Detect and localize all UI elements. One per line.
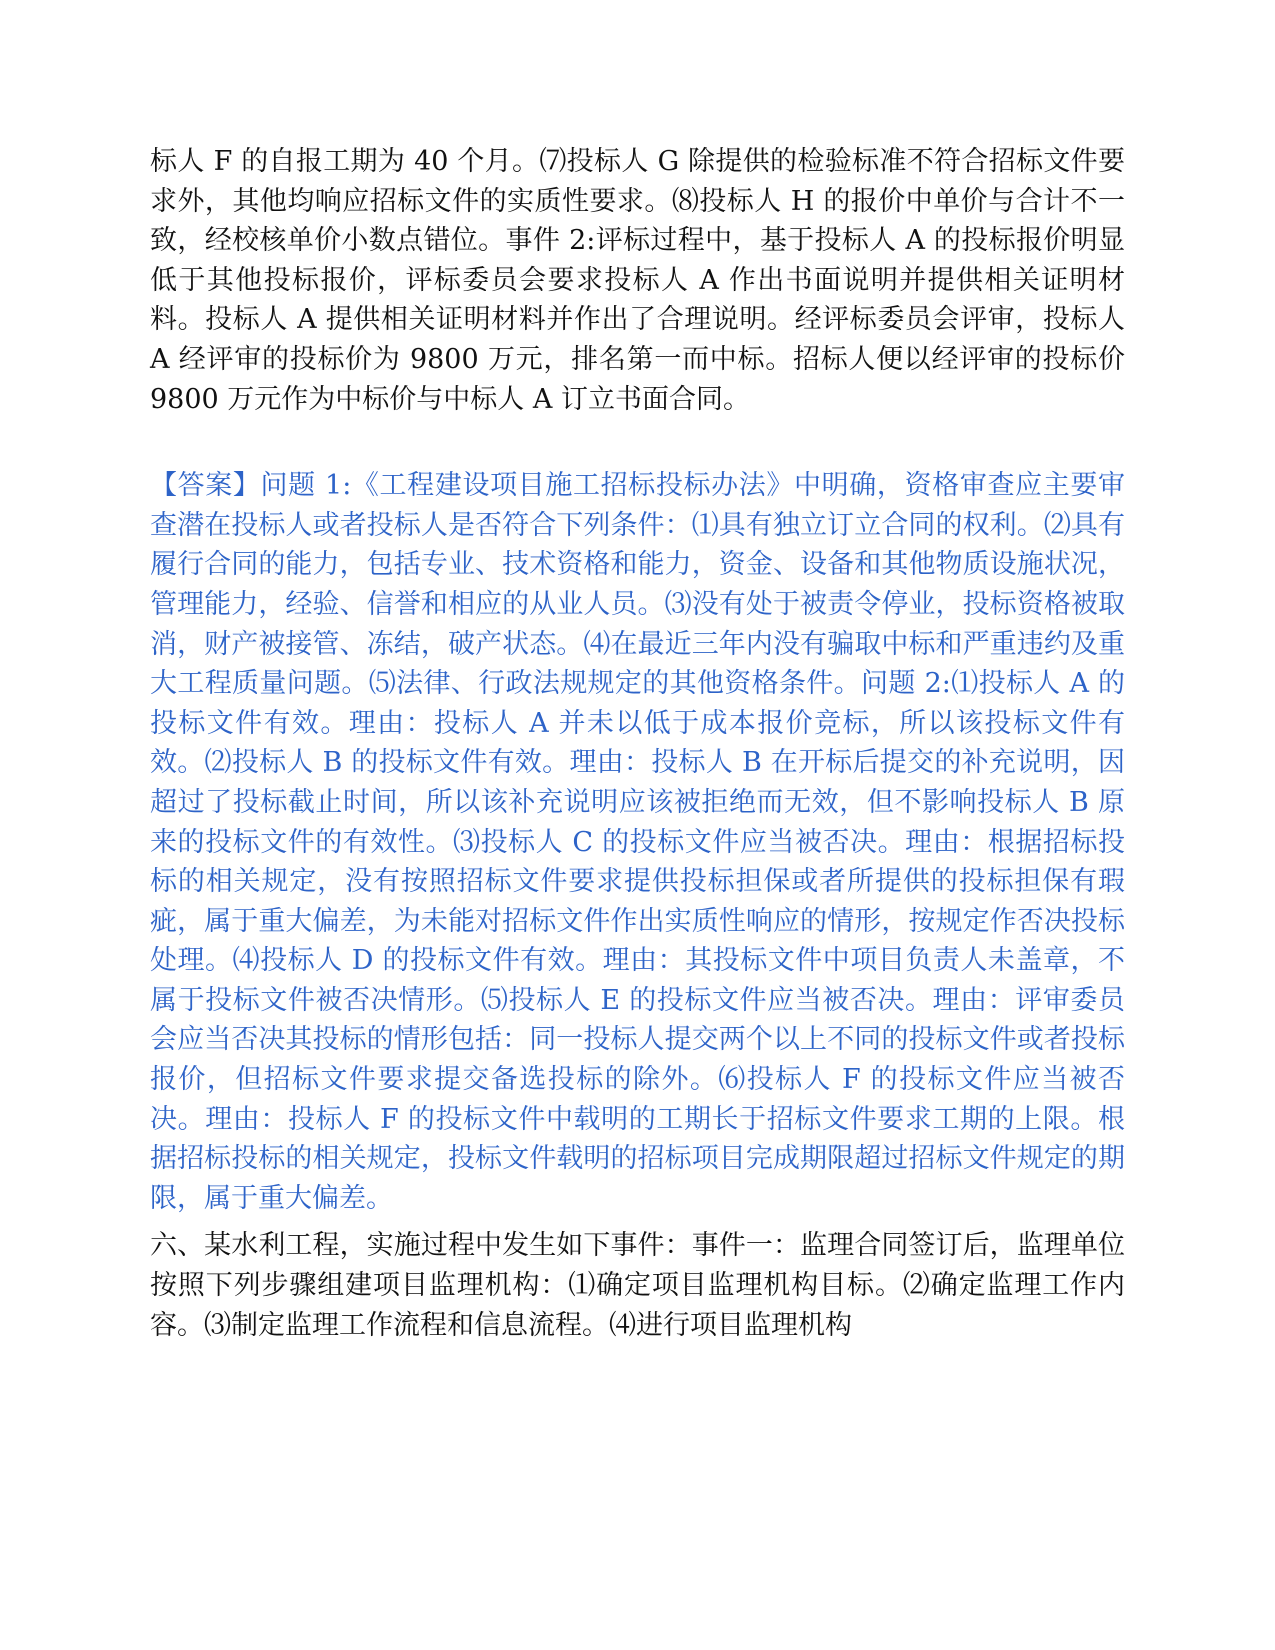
continuation-paragraph: 标人 F 的自报工期为 40 个月。⑺投标人 G 除提供的检验标准不符合招标文件要求外，其他均响应招标文件的实质性要求。⑻投标人 H 的报价中单价与合计不一致，经校核单价小数点错位。事件 2:评标过程中，基于投标人 A 的投标报价明显低于其他投标报价，评标委员会要求投标人 A 作出书面说明并提供相关证明材料。投标人 A 提供相关证明材料并作出了合理说明。经评标委员会评审，投标人 A 经评审的投标价为 9800 万元，排名第一而中标。招标人便以经评审的投标价 9800 万元作为中标价与中标人 A 订立书面合同。 — [150, 146, 1125, 415]
answer-paragraph: 【答案】问题 1:《工程建设项目施工招标投标办法》中明确，资格审查应主要审查潜在投标人或者投标人是否符合下列条件：⑴具有独立订立合同的权利。⑵具有履行合同的能力，包括专业、技术资格和能力，资金、设备和其他物质设施状况，管理能力，经验、信誉和相应的从业人员。⑶没有处于被责令停业，投标资格被取消，财产被接管、冻结，破产状态。⑷在最近三年内没有骗取中标和严重违约及重大工程质量问题。⑸法律、行政法规规定的其他资格条件。问题 2:⑴投标人 A 的投标文件有效。理由：投标人 A 并未以低于成本报价竞标，所以该投标文件有效。⑵投标人 B 的投标文件有效。理由：投标人 B 在开标后提交的补充说明，因超过了投标截止时间，所以该补充说明应该被拒绝而无效，但不影响投标人 B 原来的投标文件的有效性。⑶投标人 C 的投标文件应当被否决。理由：根据招标投标的相关规定，没有按照招标文件要求提供投标担保或者所提供的投标担保有瑕疵，属于重大偏差，为未能对招标文件作出实质性响应的情形，按规定作否决投标处理。⑷投标人 D 的投标文件有效。理由：其投标文件中项目负责人未盖章，不属于投标文件被否决情形。⑸投标人 E 的投标文件应当被否决。理由：评审委员会应当否决其投标的情形包括：同一投标人提交两个以上不同的投标文件或者投标报价，但招标文件要求提交备选投标的除外。⑹投标人 F 的投标文件应当被否决。理由：投标人 F 的投标文件中载明的工期长于招标文件要求工期的上限。根据招标投标的相关规定，投标文件载明的招标项目完成期限超过招标文件规定的期限，属于重大偏差。 — [150, 470, 1125, 1214]
section-six-paragraph: 六、某水利工程，实施过程中发生如下事件：事件一：监理合同签订后，监理单位按照下列步骤组建项目监理机构：⑴确定项目监理机构目标。⑵确定监理工作内容。⑶制定监理工作流程和信息流程。⑷进行项目监理机构 — [150, 1230, 1125, 1341]
document-page — [150, 142, 1125, 1345]
